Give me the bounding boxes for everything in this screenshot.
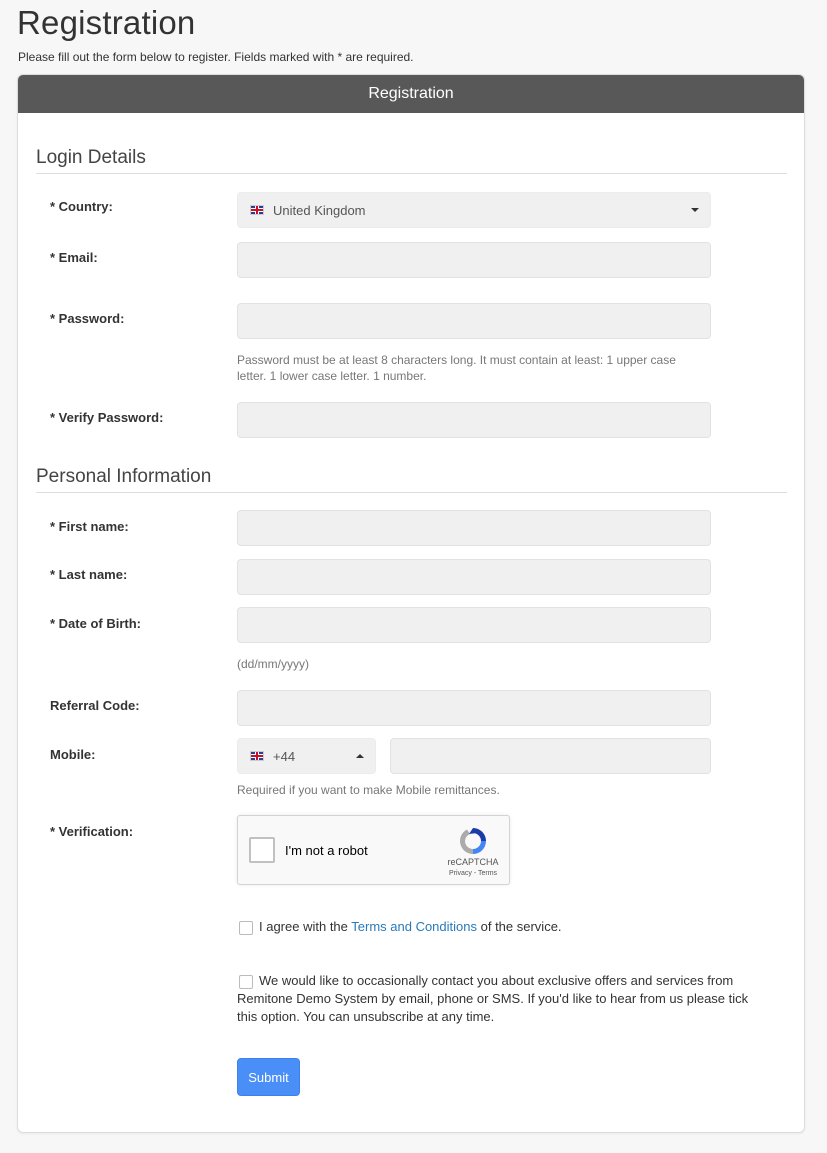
terms-text xyxy=(259,918,562,936)
first-name-label: * First name: xyxy=(50,519,129,534)
dob-field[interactable] xyxy=(237,607,711,643)
terms-suffix: of the service. xyxy=(477,919,562,934)
last-name-field[interactable] xyxy=(237,559,711,595)
terms-prefix: I agree with the xyxy=(259,919,352,934)
section-title-login: Login Details xyxy=(36,147,146,168)
marketing-line-2: Remitone Demo System by email, phone or SMS. If you'd like to hear from us please tick xyxy=(237,991,749,1006)
country-select[interactable] xyxy=(237,192,711,228)
recaptcha-widget xyxy=(237,815,510,885)
uk-flag-icon xyxy=(250,751,264,761)
dob-label: * Date of Birth: xyxy=(50,616,141,631)
dob-help: (dd/mm/yyyy) xyxy=(237,657,309,671)
email-field[interactable] xyxy=(237,242,711,278)
section-divider xyxy=(36,492,787,493)
country-label: * Country: xyxy=(50,199,113,214)
mobile-label: Mobile: xyxy=(50,747,96,762)
page-intro: Please fill out the form below to register. Fields marked with * are required. xyxy=(18,50,414,64)
mobile-field[interactable] xyxy=(390,738,711,774)
referral-label: Referral Code: xyxy=(50,698,140,713)
password-field[interactable] xyxy=(237,303,711,339)
panel-header: Registration xyxy=(18,75,804,113)
password-help-line: letter. 1 lower case letter. 1 number. xyxy=(237,369,427,383)
recaptcha-links[interactable]: Privacy - Terms xyxy=(448,870,498,877)
password-label: * Password: xyxy=(50,311,125,326)
email-label: * Email: xyxy=(50,250,98,265)
password-help-line: Password must be at least 8 characters long. It must contain at least: 1 upper case xyxy=(237,353,676,367)
marketing-line-3: this option. You can unsubscribe at any time. xyxy=(237,1009,495,1024)
recaptcha-label: I'm not a robot xyxy=(285,843,368,858)
verify-password-field[interactable] xyxy=(237,402,711,438)
recaptcha-checkbox[interactable] xyxy=(249,837,275,863)
dial-code-select[interactable] xyxy=(237,738,376,774)
caret-down-icon xyxy=(691,208,699,212)
submit-button[interactable]: Submit xyxy=(237,1058,300,1096)
marketing-line-1: We would like to occasionally contact you about exclusive offers and services from xyxy=(259,973,734,988)
section-divider xyxy=(36,173,787,174)
mobile-help: Required if you want to make Mobile remittances. xyxy=(237,783,500,797)
dial-code-value: +44 xyxy=(273,748,296,764)
page-title: Registration xyxy=(17,4,196,41)
verify-password-label: * Verify Password: xyxy=(50,410,164,425)
last-name-label: * Last name: xyxy=(50,567,128,582)
marketing-checkbox[interactable] xyxy=(239,975,253,989)
uk-flag-icon xyxy=(250,205,264,215)
first-name-field[interactable] xyxy=(237,510,711,546)
verification-label: * Verification: xyxy=(50,824,134,839)
terms-link[interactable]: Terms and Conditions xyxy=(351,919,477,934)
referral-field[interactable] xyxy=(237,690,711,726)
section-title-personal: Personal Information xyxy=(36,466,212,487)
country-value: United Kingdom xyxy=(273,202,366,218)
recaptcha-brand: reCAPTCHA xyxy=(447,857,499,867)
password-help xyxy=(237,352,676,384)
registration-panel xyxy=(17,74,805,1133)
terms-checkbox[interactable] xyxy=(239,921,253,935)
caret-up-icon xyxy=(356,754,364,758)
recaptcha-logo-icon xyxy=(457,825,489,857)
